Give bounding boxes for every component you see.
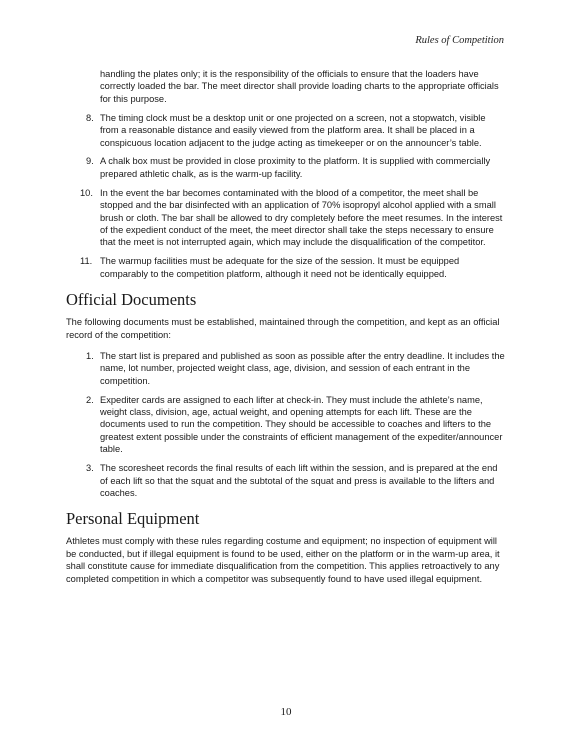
list-text: In the event the bar becomes contaminated with the blood of a competitor, the meet shall be stopped and the bar disinfected with an application of 70% isopropyl alcohol applied with a small brush or cloth. The bar shall be allowed to dry completely before the meet resumes. In the interest of the expedient conduct of the meet, the meet director shall take the steps necessary to ensure that the meet is not interrupted again, which may include the disqualification of the competitor. (100, 187, 503, 248)
continued-paragraph: handling the plates only; it is the responsibility of the officials to ensure that the loaders have correctly loaded the bar. The meet director shall provide loading charts to the appropriate officials for this purpose. (100, 69, 499, 104)
page-content (66, 68, 506, 594)
list-number: 10. (80, 187, 93, 198)
list-number: 9. (86, 156, 94, 167)
running-header: Rules of Competition (415, 35, 504, 46)
personal-equipment-text: Athletes must comply with these rules regarding costume and equipment; no inspection of equipment will be conducted, but if illegal equipment is found to be used, either on the platform or in the warm-up area, it shall constitute cause for immediate disqualification from the competition. This applies retroactively to any completed competition in which a competitor was subsequently found to have used illegal equipment. (66, 536, 500, 584)
list-number: 3. (86, 463, 94, 474)
documents-list (66, 350, 506, 499)
list-text: The timing clock must be a desktop unit or one projected on a screen, not a stopwatch, visible from a reasonable distance and easily viewed from the platform area. It shall be placed in a conspicuous location adjacent to the judge acting as timekeeper or on the announcer’s table. (100, 112, 486, 148)
list-text: The warmup facilities must be adequate for the size of the session. It must be equipped comparably to the competition platform, although it need not be identically equipped. (100, 256, 460, 279)
list-item (66, 350, 506, 387)
list-number: 8. (86, 112, 94, 123)
list-item (66, 187, 506, 249)
list-item (66, 462, 506, 499)
list-text: The start list is prepared and published as soon as possible after the entry deadline. It includes the name, lot number, projected weight class, age, division, and session of each entrant in the competition. (100, 350, 505, 386)
list-text: A chalk box must be provided in close proximity to the platform. It is supplied with commercially prepared athletic chalk, as is the warm-up facility. (100, 156, 491, 179)
section-heading-personal-equipment: Personal Equipment (66, 509, 200, 529)
list-text: The scoresheet records the final results of each lift within the session, and is prepared at the end of each lift so that the squat and the subtotal of the squat and press is available to the lifters and coaches. (100, 463, 498, 498)
list-item (66, 155, 506, 180)
section-heading-official-documents: Official Documents (66, 290, 197, 310)
rules-list (66, 112, 506, 280)
list-number: 1. (86, 350, 94, 361)
official-documents-intro: The following documents must be established, maintained through the competition, and kept as an official record of the competition: (66, 317, 500, 340)
list-number: 2. (86, 394, 94, 405)
page-number: 10 (280, 706, 292, 718)
list-number: 11. (80, 256, 93, 267)
list-item (66, 255, 506, 280)
list-item (66, 112, 506, 149)
list-item (66, 394, 506, 456)
list-text: Expediter cards are assigned to each lifter at check-in. They must include the athlete’s name, weight class, division, age, actual weight, and opening attempts for each lift. These are the documents used to run the competition. They should be accessible to coaches and lifters to the greatest extent possible under the constraints of efficient management of the expediter/announcer table. (100, 394, 503, 455)
